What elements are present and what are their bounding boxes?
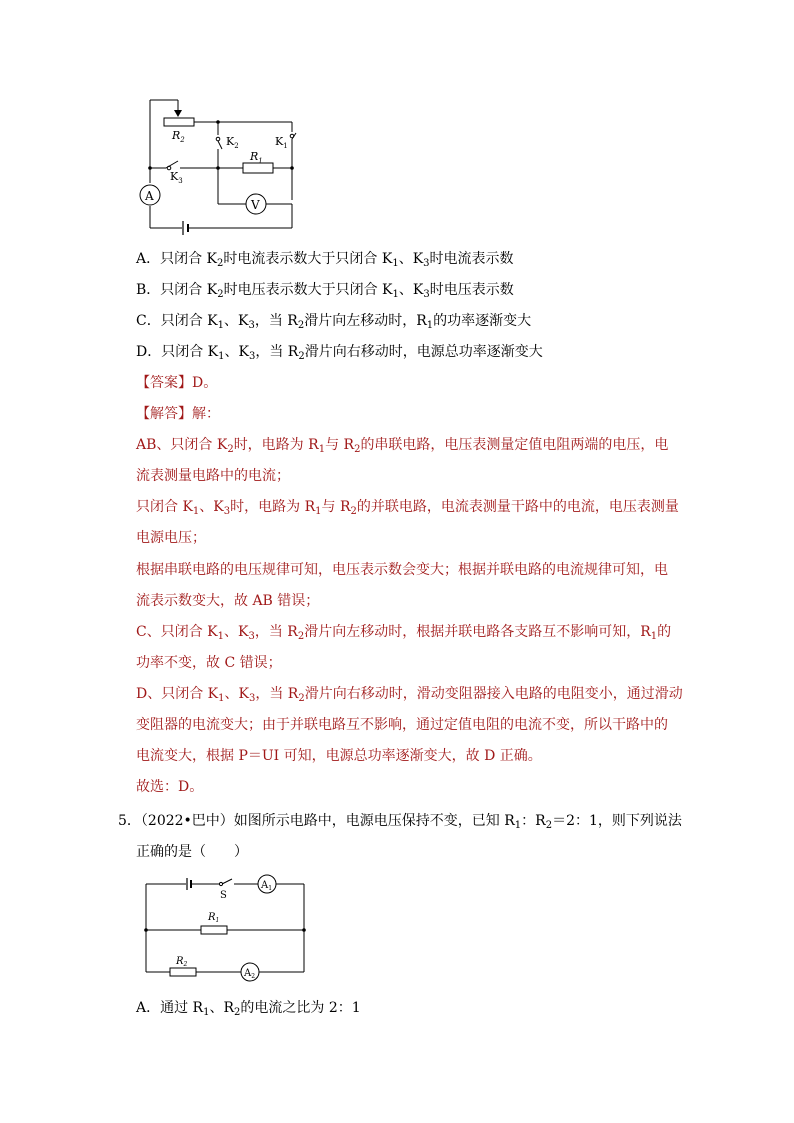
answer-value: D。 <box>192 375 218 391</box>
r2-label: $R_2$ <box>172 129 185 144</box>
r2-label-fig2: $R_2$ <box>176 956 188 968</box>
question-5-line-2: 正确的是（ ） <box>136 844 248 860</box>
analysis-line-10: 变阻器的电流变大；由于并联电路互不影响，通过定值电阻的电流不变，所以干路中的 <box>136 717 668 733</box>
analysis-line-9: D、只闭合 $K_1$、$K_3$，当 $R_2$滑片向右移动时，滑动变阻器接入电路的电阻变小，通过滑动 <box>136 686 683 704</box>
answer-label: 【答案】 <box>136 375 192 391</box>
option-d-q4: D．只闭合 $K_1$、$K_3$，当 $R_2$滑片向右移动时，电源总功率逐渐变大 <box>136 344 543 362</box>
circuit-diagram-1 <box>0 0 794 250</box>
voltmeter-label: V <box>251 198 260 212</box>
analysis-line-2: 流表测量电路中的电流； <box>136 468 290 484</box>
a2-label: $A_2$ <box>244 968 256 980</box>
answer-line <box>136 373 217 393</box>
analysis-line-12: 故选：D。 <box>136 779 204 795</box>
analysis-line-6: 流表示数变大，故 AB 错误； <box>136 593 320 609</box>
r1-label-fig2: $R_1$ <box>208 912 220 924</box>
r1-label: $R_1$ <box>250 150 263 165</box>
circuit-diagram-2 <box>0 868 794 998</box>
analysis-line-3: 只闭合 $K_1$、$K_3$时，电路为 $R_1$与 $R_2$的并联电路，电流表测量干路中的电流，电压表测量 <box>136 499 679 517</box>
analysis-line-8: 功率不变，故 C 错误； <box>136 655 282 671</box>
analysis-line-4: 电源电压； <box>136 530 206 546</box>
option-a-q5: A．通过 $R_1$、$R_2$的电流之比为 2：1 <box>136 1000 361 1018</box>
switch-s-label: S <box>220 890 227 901</box>
k2-label: $K_2$ <box>226 135 239 150</box>
analysis-header: 【解答】解： <box>136 406 220 422</box>
analysis-line-11: 电流变大，根据 P＝UI 可知，电源总功率逐渐变大，故 D 正确。 <box>136 748 542 764</box>
option-c-q4: C．只闭合 $K_1$、$K_3$，当 $R_2$滑片向左移动时，$R_1$的功率逐渐变大 <box>136 313 532 331</box>
question-5-line-1: 5．（2022•巴中）如图所示电路中，电源电压保持不变，已知 $R_1$：$R_2=2$：1，则下列说法 <box>118 813 682 831</box>
a1-label: $A_1$ <box>261 880 273 892</box>
k3-label: $K_3$ <box>170 170 183 185</box>
analysis-line-7: C、只闭合 $K_1$、$K_3$，当 $R_2$滑片向左移动时，根据并联电路各支路互不影响可知，$R_1$的 <box>136 624 672 642</box>
option-b-q4: B．只闭合 $K_2$时电压表示数大于只闭合 $K_1$、$K_3$时电压表示数 <box>136 282 514 300</box>
analysis-line-1: AB、只闭合 $K_2$时，电路为 $R_1$与 $R_2$的串联电路，电压表测量定值电阻两端的电压，电 <box>136 437 669 455</box>
ammeter-label: A <box>145 189 154 203</box>
analysis-line-5: 根据串联电路的电压规律可知，电压表示数会变大；根据并联电路的电流规律可知，电 <box>136 562 668 578</box>
option-a-q4: A．只闭合 $K_2$时电流表示数大于只闭合 $K_1$、$K_3$时电流表示数 <box>136 251 514 269</box>
k1-label: $K_1$ <box>275 135 288 150</box>
